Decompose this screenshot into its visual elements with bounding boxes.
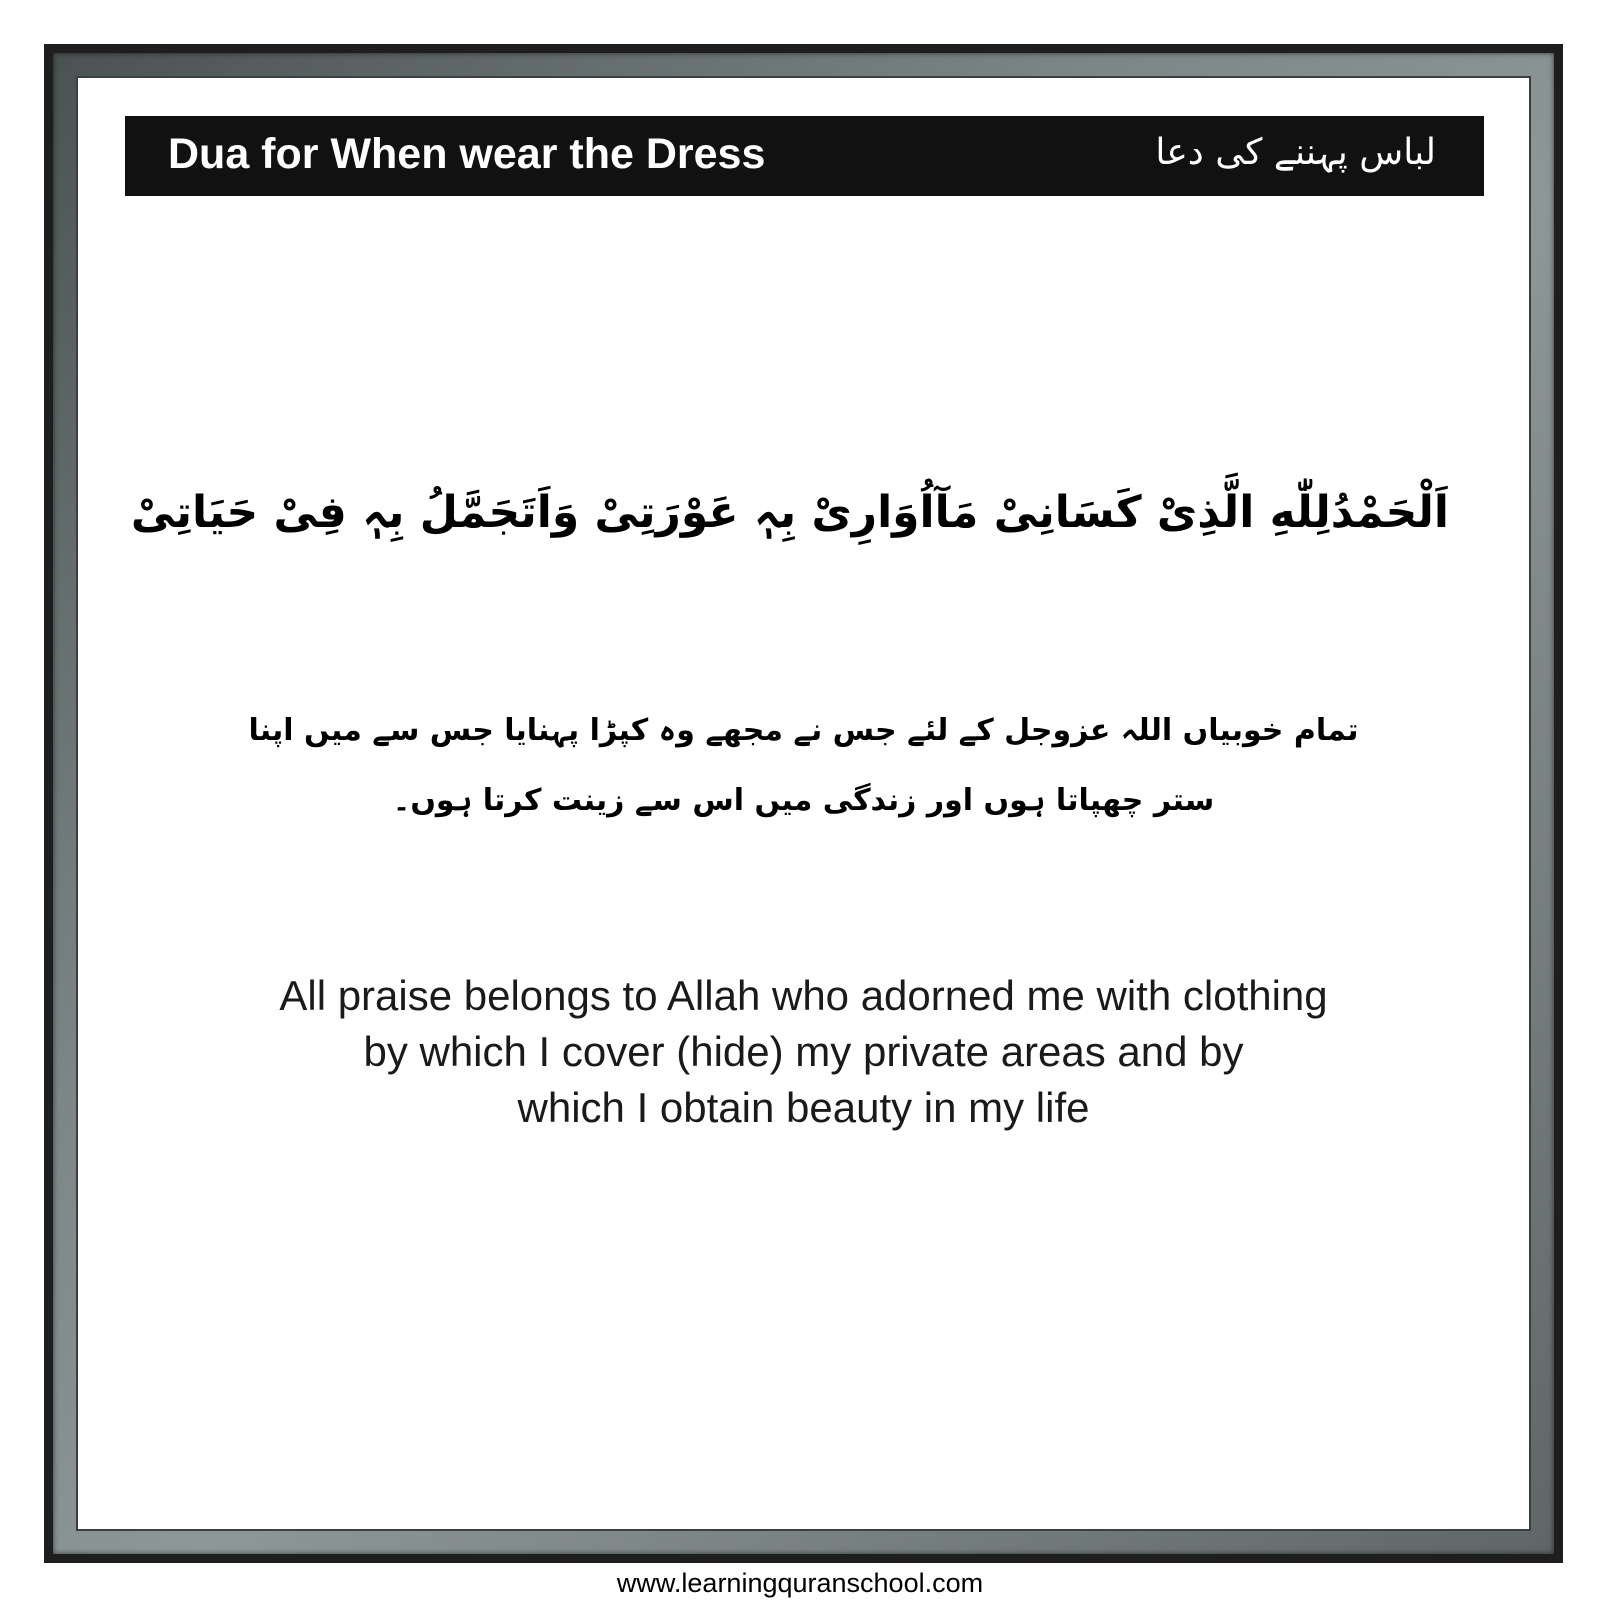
english-translation-line: by which I cover (hide) my private areas and by — [363, 1028, 1244, 1075]
english-translation-line: All praise belongs to Allah who adorned me with clothing — [279, 972, 1328, 1019]
poster-frame — [44, 44, 1563, 1563]
dua-english-translation — [138, 968, 1469, 1136]
dua-arabic-text: اَلْحَمْدُلِلّٰهِ الَّذِیْ کَسَانِیْ مَآاُوَارِیْ بِہٖ عَوْرَتِیْ وَاَتَجَمَّلُ بِہٖ فِیْ حَیَاتِیْ — [130, 487, 1449, 538]
dua-card — [76, 76, 1531, 1531]
dua-urdu-translation: تمام خوبیاں اللہ عزوجل کے لئے جس نے مجھے وہ کپڑا پہنایا جس سے میں اپنا ستر چھپاتا ہوں اور زندگی میں اس سے زینت کرتا ہوں۔ — [248, 713, 1359, 818]
title-urdu: لباس پہننے کی دعا — [1155, 132, 1436, 173]
poster-frame-bevel — [53, 53, 1554, 1554]
website-url[interactable]: www.learningquranschool.com — [616, 1568, 984, 1598]
title-bar — [125, 116, 1484, 196]
english-translation-line: which I obtain beauty in my life — [517, 1084, 1090, 1131]
title-english: Dua for When wear the Dress — [168, 130, 766, 178]
